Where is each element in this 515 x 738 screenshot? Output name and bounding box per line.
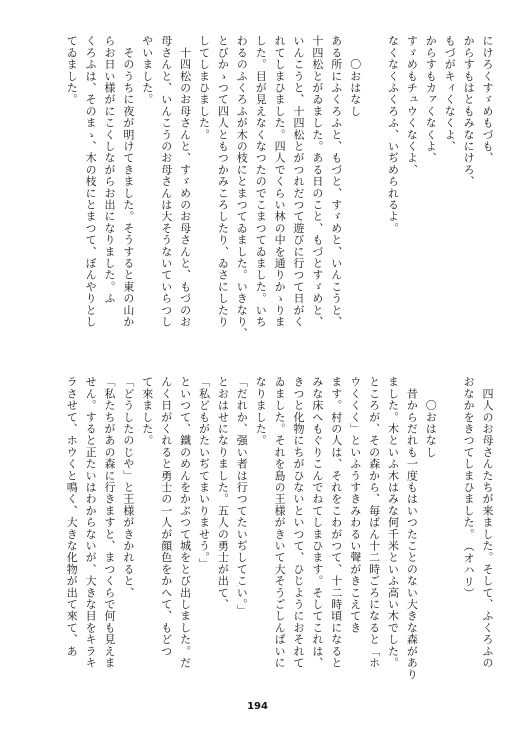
text-column: くろふは、そのまゝ、木の枝にとまつて、ぼんやりとし xyxy=(84,35,98,328)
text-column: ゐました。それを島の王様がきいて大そうごしんぱいに xyxy=(273,376,287,669)
text-column: とびかゝつて四人ともつかみころしたり、ゐさにしたり xyxy=(216,35,230,328)
text-column: とおはせになりました。五人の勇士が出て、 xyxy=(216,376,230,610)
text-column: ところが、その森から、毎ばん十二時ごろになると「ホ xyxy=(367,376,381,669)
text-column: ウくくく」といふうすきみわるい聲がきこえてき xyxy=(348,376,362,634)
text-column: ました。木といふ木はみな何千米といふ高い木でした。 xyxy=(386,376,400,669)
text-column: て來ました。 xyxy=(140,376,154,447)
text-column: 昔からだれも一度もはいつたことのない大きな森があり xyxy=(405,376,419,681)
text-column: んく日がくれると勇士の一人が顔色をかへて、もどつ xyxy=(159,376,173,657)
text-column: した。目が見えなくなつたのでこまつてゐました。いち xyxy=(254,35,268,328)
text-column: 〇おはなし xyxy=(424,376,438,458)
text-column: 「どうしたのじや」と王様がきかれると、 xyxy=(121,376,135,599)
text-column: なりました。 xyxy=(254,376,268,447)
text-column: 「私たちがあの森に行きますと、まつくらで何も見えま xyxy=(103,376,116,669)
text-column: ラさせて、ホウくと鳴く、大きな化物が出て來て、あ xyxy=(65,376,79,657)
text-column: もづがキィくなくよ、 xyxy=(443,35,457,152)
text-column: 「私どもがたいぢてまいりませう。」 xyxy=(197,376,211,570)
text-column: わるのふくろふが木の枝にとまつてゐました。いきなり、 xyxy=(235,35,249,340)
text-column: からすもカァくなくよ、 xyxy=(424,35,438,164)
text-column: みな床へもぐりこんでねてしまひます。そしてこれは、 xyxy=(310,376,324,669)
text-column: ある所にふくろふと、もづと、すゞめと、いんこうと、 xyxy=(329,35,343,328)
text-column: してしまひました。 xyxy=(197,35,211,141)
text-column: そのうちに夜が明けてきました。そうすると東の山か xyxy=(121,35,135,328)
text-column: きつと化物にちがひないといつて、ひじようにおそれて xyxy=(292,376,305,669)
text-column: ます。村の人は、それをこわがつて、十二時頃になると xyxy=(329,376,343,669)
text-column: おなかをきつてしまひました。 （オハリ） xyxy=(462,376,476,599)
text-column: れてしまひました。四人でくらい林の中を通りかゝりま xyxy=(273,35,287,328)
text-column: 母さんと、いんこうのお母さんは大そうないていらつし xyxy=(159,35,173,328)
text-column: 十四松のお母さんと、すゞめのお母さんと、もづのお xyxy=(178,35,192,328)
text-column: らお日い様がにこくしながらお出になりました。ふ xyxy=(103,35,116,305)
text-column: せん。すると正たいはわからないが、大きな目をキラキ xyxy=(84,376,98,669)
text-column: すゞめもチュウくなくよ、 xyxy=(405,35,419,176)
text-column: 「だれか、强い者は行つてたいぢしてこい。」 xyxy=(235,376,249,617)
text-column: 〇おはなし xyxy=(348,35,362,117)
text-column: からすもはともみなにけろ、 xyxy=(462,35,476,188)
text-column: 十四松とがゐました。ある日のこと、もづとすゞめと、 xyxy=(310,35,324,328)
text-column: てゐました。 xyxy=(65,35,79,106)
text-column: いんこうと、十四松とがつれだつて遊びに行つて日がく xyxy=(292,35,305,328)
page-number: 194 xyxy=(247,701,268,712)
text-column: にけろくすゞめもづも、 xyxy=(481,35,494,164)
text-column: やいました。 xyxy=(140,35,154,106)
text-column: といつて、鐵のめんをかぶつて城をとび出しました。だ xyxy=(178,376,192,669)
text-column: 四人のお母さんたちが来ました。そして、ふくろふの xyxy=(481,376,494,669)
text-column: なくなくふくろふ、いぢめられるよ。 xyxy=(386,35,400,234)
